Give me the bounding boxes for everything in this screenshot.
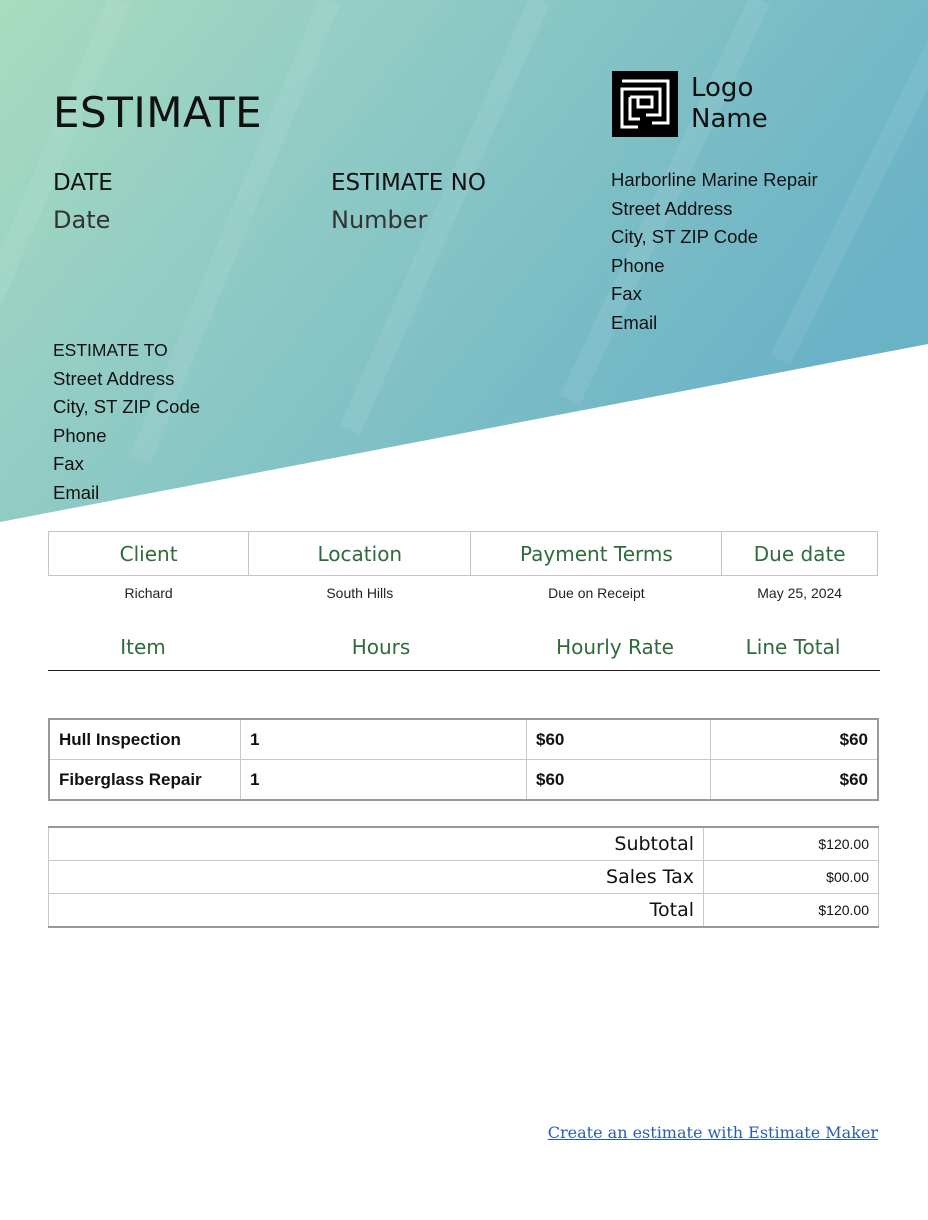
- location-value: South Hills: [326, 584, 394, 601]
- document-title: ESTIMATE: [53, 88, 263, 137]
- table-row: [49, 760, 878, 801]
- date-value: Date: [53, 206, 111, 234]
- estimate-to-label: ESTIMATE TO: [53, 340, 168, 360]
- sales-tax-value: $00.00: [704, 861, 879, 894]
- line-total-cell: $60: [711, 760, 879, 801]
- hours-cell: 1: [241, 760, 527, 801]
- totals-table: [48, 826, 879, 928]
- subtotal-label: Subtotal: [49, 827, 704, 861]
- date-label: DATE: [53, 170, 113, 196]
- estimate-to-fax: Fax: [53, 453, 84, 475]
- line-total-cell: $60: [711, 719, 879, 760]
- rate-cell: $60: [527, 719, 711, 760]
- due-date-value: May 25, 2024: [757, 584, 843, 601]
- payment-terms-header: Payment Terms: [471, 532, 722, 576]
- line-items-table: [48, 718, 879, 801]
- client-value: Richard: [124, 584, 173, 601]
- company-city: City, ST ZIP Code: [611, 226, 759, 248]
- company-fax: Fax: [611, 283, 642, 305]
- estimate-maker-link[interactable]: Create an estimate with Estimate Maker: [547, 1123, 878, 1142]
- estimate-no-label: ESTIMATE NO: [331, 170, 486, 196]
- hours-cell: 1: [241, 719, 527, 760]
- company-street: Street Address: [611, 197, 733, 219]
- estimate-to-street: Street Address: [53, 367, 175, 389]
- total-row: [49, 894, 879, 928]
- item-cell: Hull Inspection: [49, 719, 241, 760]
- maze-logo-icon: [612, 71, 678, 137]
- company-phone: Phone: [611, 254, 665, 276]
- hours-column-header: Hours: [351, 635, 411, 659]
- company-logo: [612, 71, 768, 137]
- estimate-to-email: Email: [53, 481, 100, 503]
- estimate-to-phone: Phone: [53, 424, 107, 446]
- rate-cell: $60: [527, 760, 711, 801]
- estimate-no-value: Number: [331, 206, 428, 234]
- total-value: $120.00: [704, 894, 879, 928]
- hourly-rate-column-header: Hourly Rate: [556, 635, 674, 659]
- company-email: Email: [611, 311, 658, 333]
- sales-tax-label: Sales Tax: [49, 861, 704, 894]
- logo-name-line2: Name: [691, 104, 768, 134]
- line-total-column-header: Line Total: [745, 635, 841, 659]
- item-column-header: Item: [120, 635, 166, 659]
- logo-name-line1: Logo: [691, 73, 754, 103]
- estimate-meta-table: [48, 531, 878, 609]
- due-date-header: Due date: [722, 532, 878, 576]
- sales-tax-row: [49, 861, 879, 894]
- table-row: [49, 719, 878, 760]
- subtotal-value: $120.00: [704, 827, 879, 861]
- estimate-to-block: [53, 336, 200, 508]
- company-info: [611, 166, 818, 338]
- company-name: Harborline Marine Repair: [611, 169, 818, 190]
- client-header: Client: [49, 532, 249, 576]
- item-cell: Fiberglass Repair: [49, 760, 241, 801]
- total-label: Total: [49, 894, 704, 928]
- line-items-column-headers: [48, 632, 880, 671]
- payment-terms-value: Due on Receipt: [548, 584, 645, 601]
- estimate-to-city: City, ST ZIP Code: [53, 396, 201, 418]
- subtotal-row: [49, 827, 879, 861]
- location-header: Location: [249, 532, 471, 576]
